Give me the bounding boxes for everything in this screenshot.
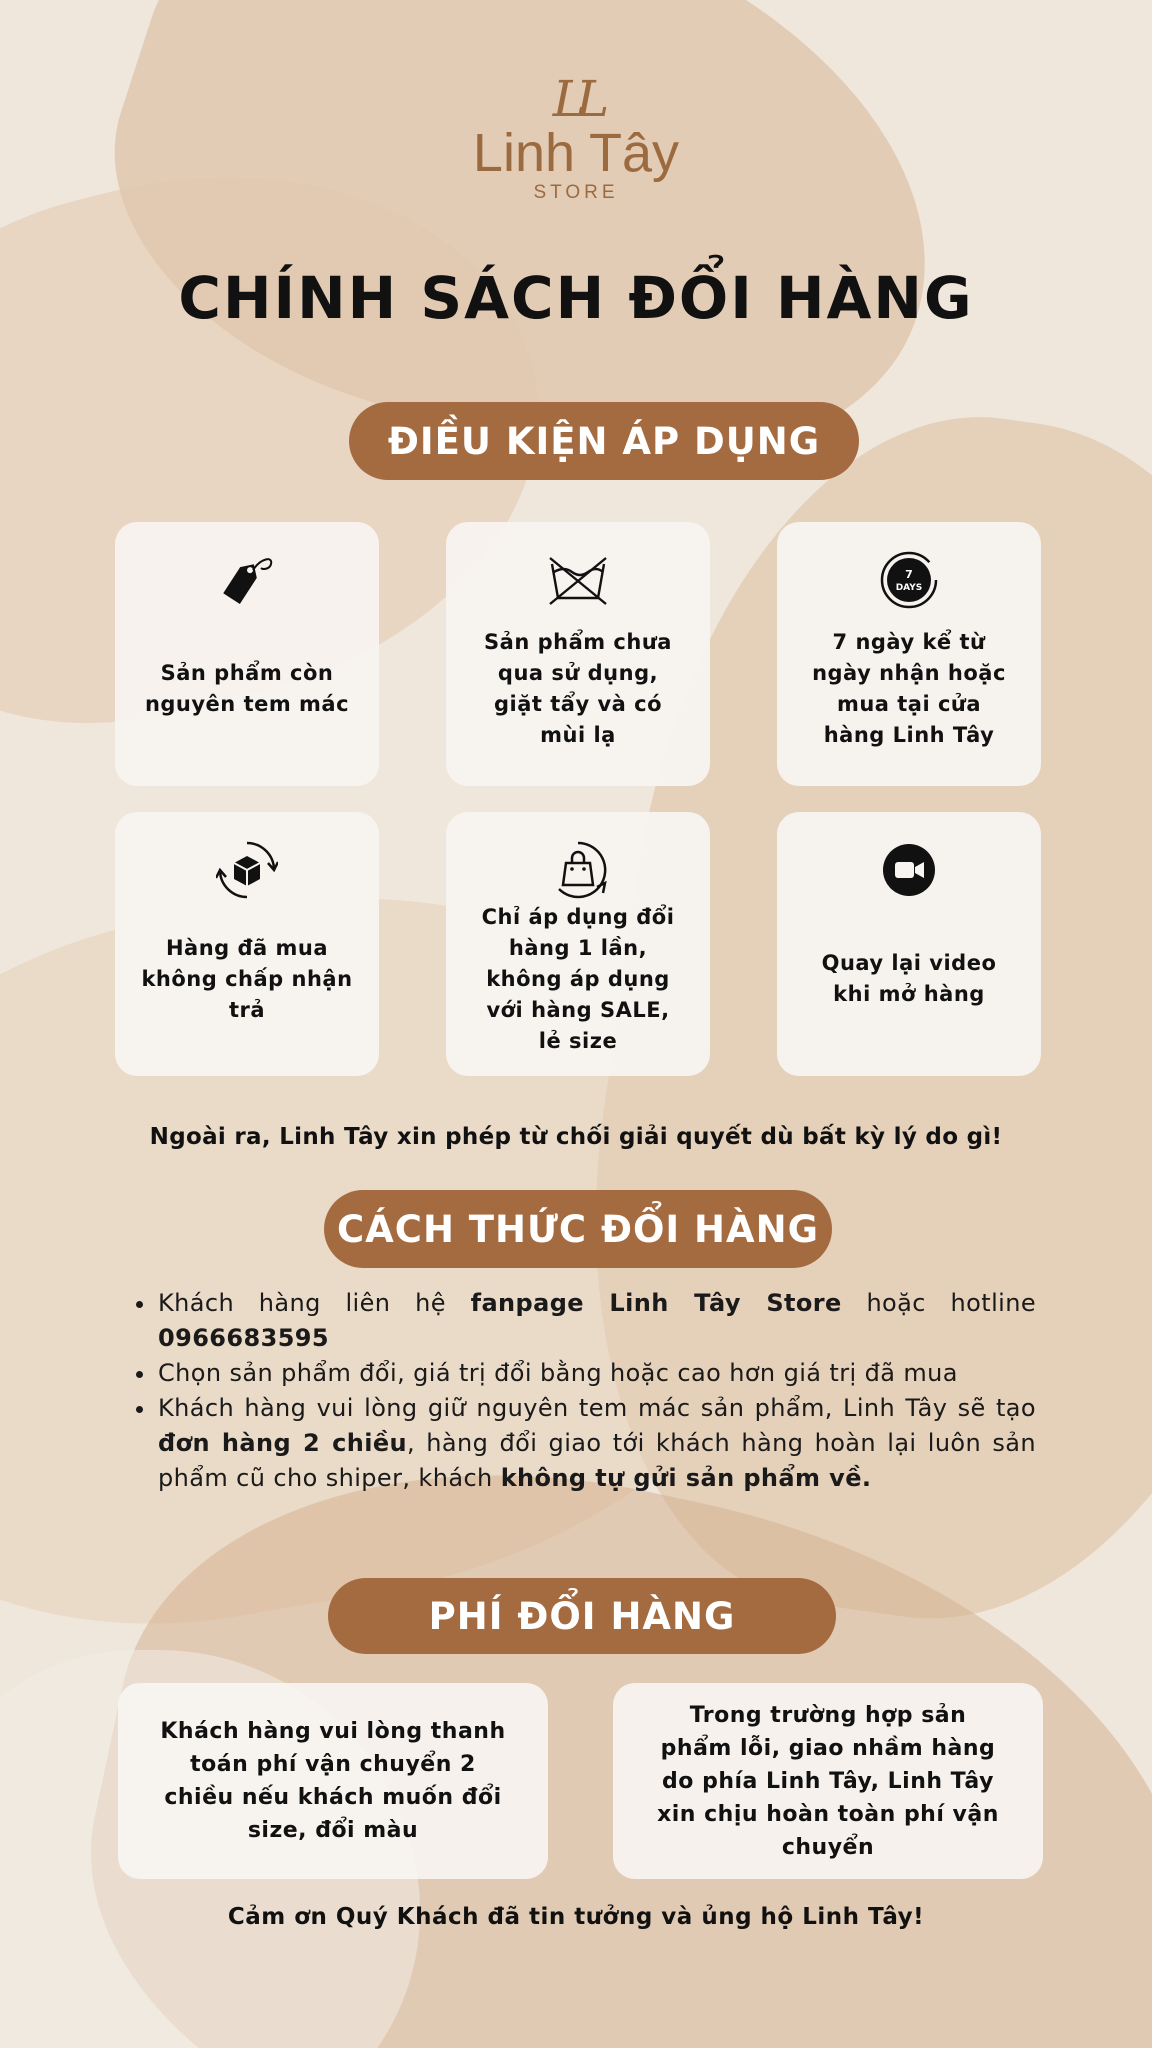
list-item: Chọn sản phẩm đổi, giá trị đổi bằng hoặc cao hơn giá trị đã mua [132,1356,1036,1391]
exchange-steps [132,1286,1036,1496]
condition-card-once [446,812,710,1076]
box-return-icon [216,840,278,900]
logo-subtitle: STORE [533,182,619,203]
conditions-heading: ĐIỀU KIỆN ÁP DỤNG [349,402,859,480]
page-title: CHÍNH SÁCH ĐỔI HÀNG [178,264,974,332]
condition-text: Sản phẩm còn nguyên tem mác [144,661,350,716]
bag-exchange-icon [547,840,609,900]
list-item: Khách hàng liên hệ fanpage Linh Tây Store hoặc hotline 0966683595 [132,1286,1036,1356]
condition-card-noreturn [115,812,379,1076]
condition-text: Hàng đã mua không chấp nhận trả [141,935,353,1022]
svg-text:7: 7 [905,568,913,581]
logo-monogram: LL [552,70,600,128]
refusal-note: Ngoài ra, Linh Tây xin phép từ chối giải quyết dù bất kỳ lý do gì! [149,1124,1003,1150]
svg-text:DAYS: DAYS [895,583,923,593]
condition-card-tag [115,522,379,786]
condition-card-unused [446,522,710,786]
condition-text: Sản phẩm chưa qua sử dụng, giặt tẩy và có mùi lạ [484,630,672,747]
store-logo [0,72,1152,204]
condition-card-video [777,812,1041,1076]
condition-text: Quay lại video khi mở hàng [821,951,997,1006]
list-item: Khách hàng vui lòng giữ nguyên tem mác sản phẩm, Linh Tây sẽ tạo đơn hàng 2 chiều, hàng đổi giao tới khách hàng hoàn lại luôn sản phẩm cũ cho shiper, khách không tự gửi sản phẩm về. [132,1391,1036,1496]
method-heading: CÁCH THỨC ĐỔI HÀNG [324,1190,832,1268]
thank-you-text: Cảm ơn Quý Khách đã tin tưởng và ủng hộ Linh Tây! [227,1904,925,1930]
price-tag-icon [215,550,279,610]
seven-days-icon [878,550,940,610]
fee-heading: PHÍ ĐỔI HÀNG [328,1578,836,1654]
no-wash-icon [546,550,610,610]
fee-card-customer: Khách hàng vui lòng thanh toán phí vận chuyển 2 chiều nếu khách muốn đổi size, đổi màu [118,1683,548,1879]
video-camera-icon [882,840,936,900]
condition-card-7days [777,522,1041,786]
fee-card-store: Trong trường hợp sản phẩm lỗi, giao nhầm hàng do phía Linh Tây, Linh Tây xin chịu hoàn toàn phí vận chuyển [613,1683,1043,1879]
logo-name: Linh Tây [472,123,680,183]
condition-text: Chỉ áp dụng đổi hàng 1 lần, không áp dụng với hàng SALE, lẻ size [481,904,675,1053]
condition-text: 7 ngày kể từ ngày nhận hoặc mua tại cửa hàng Linh Tây [812,630,1006,747]
